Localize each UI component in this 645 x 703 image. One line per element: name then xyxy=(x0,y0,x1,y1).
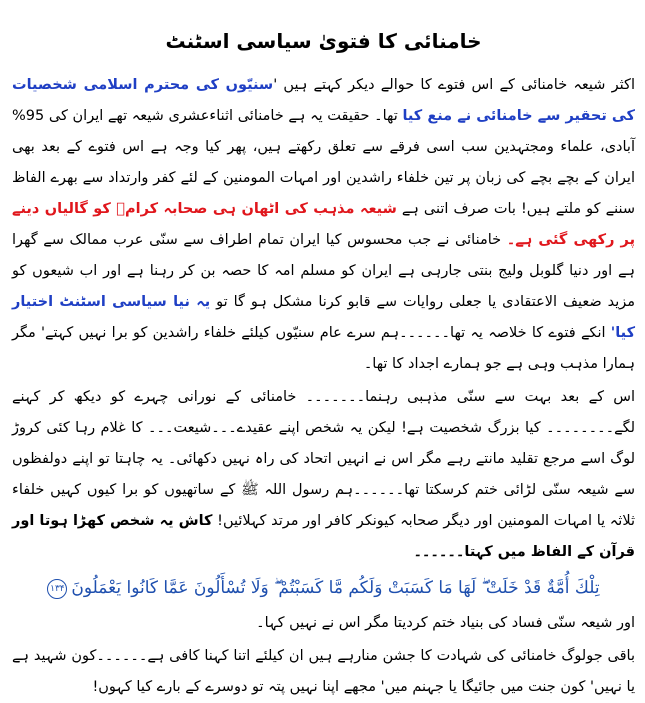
p2-bold-text: کاش یہ شخص کھڑا ہوتا اور قرآن کے الفاظ میں کہتا۔۔۔۔۔۔ xyxy=(12,513,635,560)
quran-verse xyxy=(12,570,635,606)
p1-blue-highlight: یہ نیا سیاسی اسٹنٹ اختیار کیا' xyxy=(12,294,636,341)
ayah-number-mark: ۱۳۴ xyxy=(47,579,67,599)
p1-text-g: انکے فتوے کا خلاصہ یہ تھا۔۔۔۔۔۔ہم سرے عام سنیّوں کیلئے خلفاء راشدین کو برا نہیں کہتے' مگر ہمارا مذہب وہی ہے جو ہمارے اجداد کا تھا۔ xyxy=(12,325,635,372)
verse-text: تِلْكَ أُمَّةٌ قَدْ خَلَتْ ۖ لَهَا مَا كَسَبَتْ وَلَكُم مَّا كَسَبْتُمْ ۖ وَلَا تُسْأَلُونَ عَمَّا كَانُوا يَعْمَلُونَ xyxy=(71,578,600,598)
article-body xyxy=(12,70,635,703)
article-title: خامنائی کا فتویٰ سیاسی اسٹنٹ xyxy=(165,29,482,53)
p1-text-e: خامنائی نے جب محسوس کیا ایران تمام اطراف سے سنّی عرب ممالک سے گھرا ہے اور دنیا گلوبل ولیج بنتی جارہی ہے ایران کو مسلم امہ کا حصہ بن کر رہنا ہے اور اب شیعوں کو مزید ضعیف الاعتقادی یا جعلی روایات سے قابو کرنا مشکل ہو گا تو xyxy=(12,232,636,310)
p2-text-a: اس کے بعد بہت سے سنّی مذہبی رہنما۔۔۔۔۔۔۔ خامنائی کے نورانی چہرے کو دیکھ کر کہنے لگے۔۔۔۔۔۔۔۔ کیا بزرگ شخصیت ہے! لیکن یہ شخص اپنے عقیدے۔۔۔شیعت۔۔۔ کا غلام رہا کئی کروڑ لوگ اسے مرجع تقلید مانتے رہے مگر اس نے انہیں اتحاد کی راہ نہیں دکھائی۔ یہ چاہتا تو اپنے دولفظوں سے شیعہ سنّی لڑائی ختم کرسکتا تھا۔۔۔۔۔۔ہم رسول اللہ ﷺ کے ساتھیوں کو برا کیوں کہیں خلفاء ثلاثہ یا امہات المومنین اور دیگر صحابہ کیونکر کافر اور مرتد کہلائیں! xyxy=(12,389,636,529)
p1-text-a: اکثر شیعہ خامنائی کے اس فتوے کا حوالے دیکر کہتے ہیں ' xyxy=(273,77,635,93)
paragraph-2 xyxy=(12,382,635,568)
p1-blue-quote: سنیّوں کی محترم اسلامی شخصیات کی تحقیر سے خامنائی نے منع کیا xyxy=(12,77,635,124)
paragraph-1 xyxy=(12,70,635,380)
p1-red-highlight: شیعہ مذہب کی اٹھان ہی صحابہ کرامؓ کو گالیاں دینے پر رکھی گئی ہے۔ xyxy=(12,201,636,248)
p1-text-c: تھا۔ حقیقت یہ ہے خامنائی اثناءعشری شیعہ تھے ایران کی 95% آبادی، علماء ومجتہدین سب اسی فرقے سے تعلق رکھتے ہیں، پھر کیا وجہ ہے اس فتوے کے بعد بھی ایران کے بچے بچے کی زبان پر تین خلفاء راشدین اور امہات المومنین کے لئے کفر وارتداد سے بھرے الفاظ سننے کو ملتے ہیں! بات صرف اتنی ہے xyxy=(12,108,635,217)
paragraph-3: اور شیعہ سنّی فساد کی بنیاد ختم کردیتا مگر اس نے نہیں کہا۔ xyxy=(256,615,635,631)
paragraph-4: باقی جولوگ خامنائی کی شہادت کا جشن منارہے ہیں ان کیلئے اتنا کہنا کافی ہے۔۔۔۔۔۔کون شہید ہے یا نہیں' کون جنت میں جائیگا یا جہنم میں' مجھے اپنا نہیں پتہ تو دوسرے کے بارے کیا کہوں! xyxy=(12,648,635,695)
